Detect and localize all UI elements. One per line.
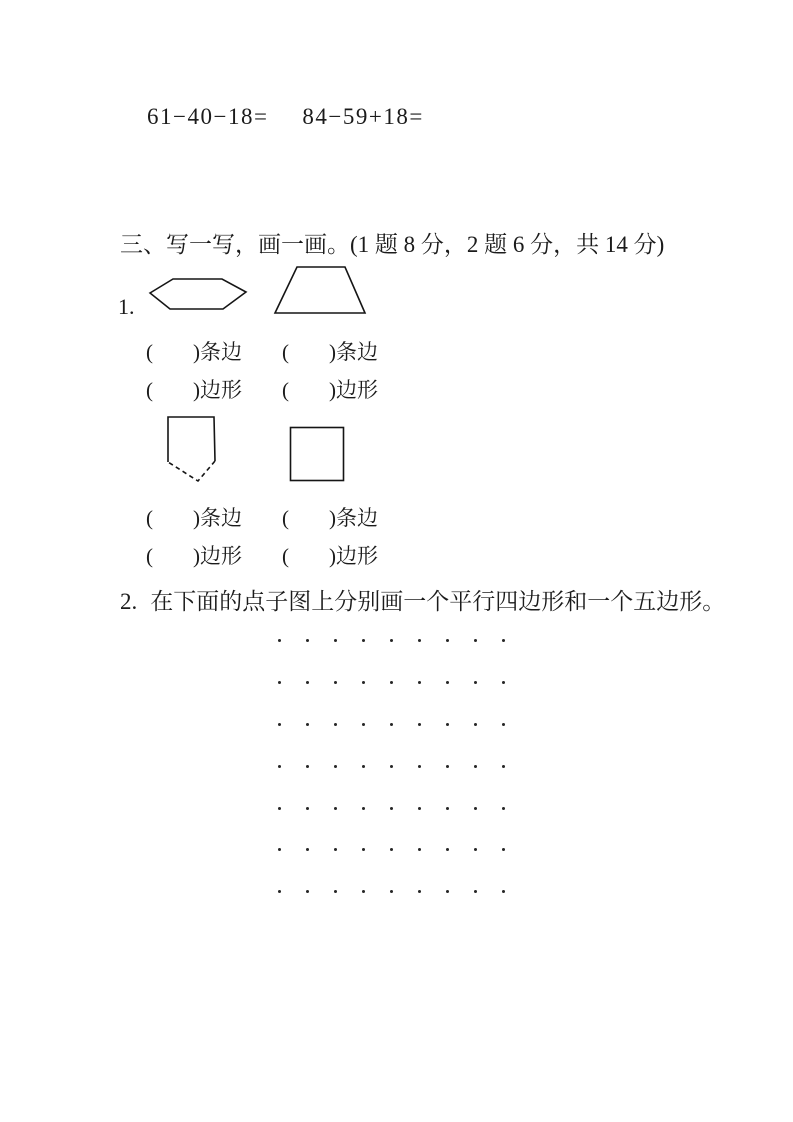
grid-dot — [278, 848, 281, 851]
grid-dot — [502, 681, 505, 684]
grid-dot — [446, 848, 449, 851]
question-2 — [120, 583, 725, 616]
sides-suffix: )条边 — [329, 340, 378, 364]
grid-dot — [306, 765, 309, 768]
question-2-number: 2. — [120, 589, 138, 614]
trapezoid-gon-blank — [282, 374, 378, 404]
section-heading: 三、写一写，画一画。(1 题 8 分，2 题 6 分，共 14 分) — [120, 232, 665, 257]
grid-dot — [390, 639, 393, 642]
grid-dot — [334, 848, 337, 851]
grid-dot — [362, 890, 365, 893]
grid-dot — [334, 890, 337, 893]
grid-dot — [334, 681, 337, 684]
grid-dot — [446, 890, 449, 893]
grid-dot — [418, 765, 421, 768]
grid-dot — [418, 807, 421, 810]
grid-dot — [474, 639, 477, 642]
grid-dot — [474, 848, 477, 851]
grid-dot — [362, 723, 365, 726]
grid-dot — [446, 807, 449, 810]
grid-dot — [446, 681, 449, 684]
hexagon-shape — [148, 277, 249, 312]
paren-open: ( — [282, 340, 289, 364]
grid-dot — [474, 765, 477, 768]
pentagon-gon-blank — [146, 540, 242, 570]
grid-dot — [418, 681, 421, 684]
paren-open: ( — [146, 506, 153, 530]
grid-dot — [390, 848, 393, 851]
hexagon-sides-blank — [146, 336, 242, 366]
grid-dot — [334, 723, 337, 726]
grid-dot — [474, 723, 477, 726]
grid-dot — [278, 723, 281, 726]
grid-dot — [362, 681, 365, 684]
pentagon-sides-blank — [146, 502, 242, 532]
grid-dot — [306, 890, 309, 893]
grid-dot — [362, 639, 365, 642]
square-gon-blank — [282, 540, 378, 570]
paren-open: ( — [146, 340, 153, 364]
grid-dot — [474, 807, 477, 810]
grid-dot — [502, 807, 505, 810]
hexagon-gon-blank — [146, 374, 242, 404]
grid-dot — [334, 807, 337, 810]
square-sides-blank — [282, 502, 378, 532]
grid-dot — [362, 765, 365, 768]
grid-dot — [306, 639, 309, 642]
grid-dot — [418, 723, 421, 726]
trapezoid-sides-blank — [282, 336, 378, 366]
grid-dot — [278, 765, 281, 768]
grid-dot — [306, 848, 309, 851]
square-shape — [289, 426, 346, 483]
gon-suffix: )边形 — [193, 378, 242, 402]
paren-open: ( — [146, 544, 153, 568]
trapezoid-shape — [273, 264, 368, 315]
arithmetic-expression-1: 61−40−18= — [147, 104, 269, 129]
gon-suffix: )边形 — [193, 544, 242, 568]
grid-dot — [418, 890, 421, 893]
grid-dot — [502, 848, 505, 851]
grid-dot — [334, 639, 337, 642]
paren-open: ( — [282, 544, 289, 568]
grid-dot — [474, 681, 477, 684]
grid-dot — [278, 807, 281, 810]
grid-dot — [446, 723, 449, 726]
arithmetic-expression-2: 84−59+18= — [302, 104, 424, 129]
sides-suffix: )条边 — [329, 506, 378, 530]
grid-dot — [418, 639, 421, 642]
grid-dot — [390, 807, 393, 810]
dot-grid — [278, 639, 530, 932]
question-2-text: 在下面的点子图上分别画一个平行四边形和一个五边形。 — [150, 589, 726, 614]
paren-open: ( — [146, 378, 153, 402]
grid-dot — [306, 807, 309, 810]
grid-dot — [390, 890, 393, 893]
grid-dot — [502, 639, 505, 642]
grid-dot — [502, 890, 505, 893]
sides-suffix: )条边 — [193, 506, 242, 530]
arithmetic-problems — [147, 104, 424, 130]
gon-suffix: )边形 — [329, 544, 378, 568]
pentagon-shape — [164, 413, 219, 484]
grid-dot — [306, 681, 309, 684]
grid-dot — [390, 681, 393, 684]
grid-dot — [334, 765, 337, 768]
grid-dot — [446, 639, 449, 642]
sides-suffix: )条边 — [193, 340, 242, 364]
grid-dot — [474, 890, 477, 893]
paren-open: ( — [282, 378, 289, 402]
paren-open: ( — [282, 506, 289, 530]
gon-suffix: )边形 — [329, 378, 378, 402]
grid-dot — [278, 681, 281, 684]
grid-dot — [446, 765, 449, 768]
grid-dot — [362, 848, 365, 851]
grid-dot — [278, 639, 281, 642]
grid-dot — [278, 890, 281, 893]
grid-dot — [502, 765, 505, 768]
grid-dot — [362, 807, 365, 810]
grid-dot — [418, 848, 421, 851]
grid-dot — [306, 723, 309, 726]
grid-dot — [502, 723, 505, 726]
grid-dot — [390, 765, 393, 768]
question-1-number: 1. — [118, 294, 135, 319]
grid-dot — [390, 723, 393, 726]
